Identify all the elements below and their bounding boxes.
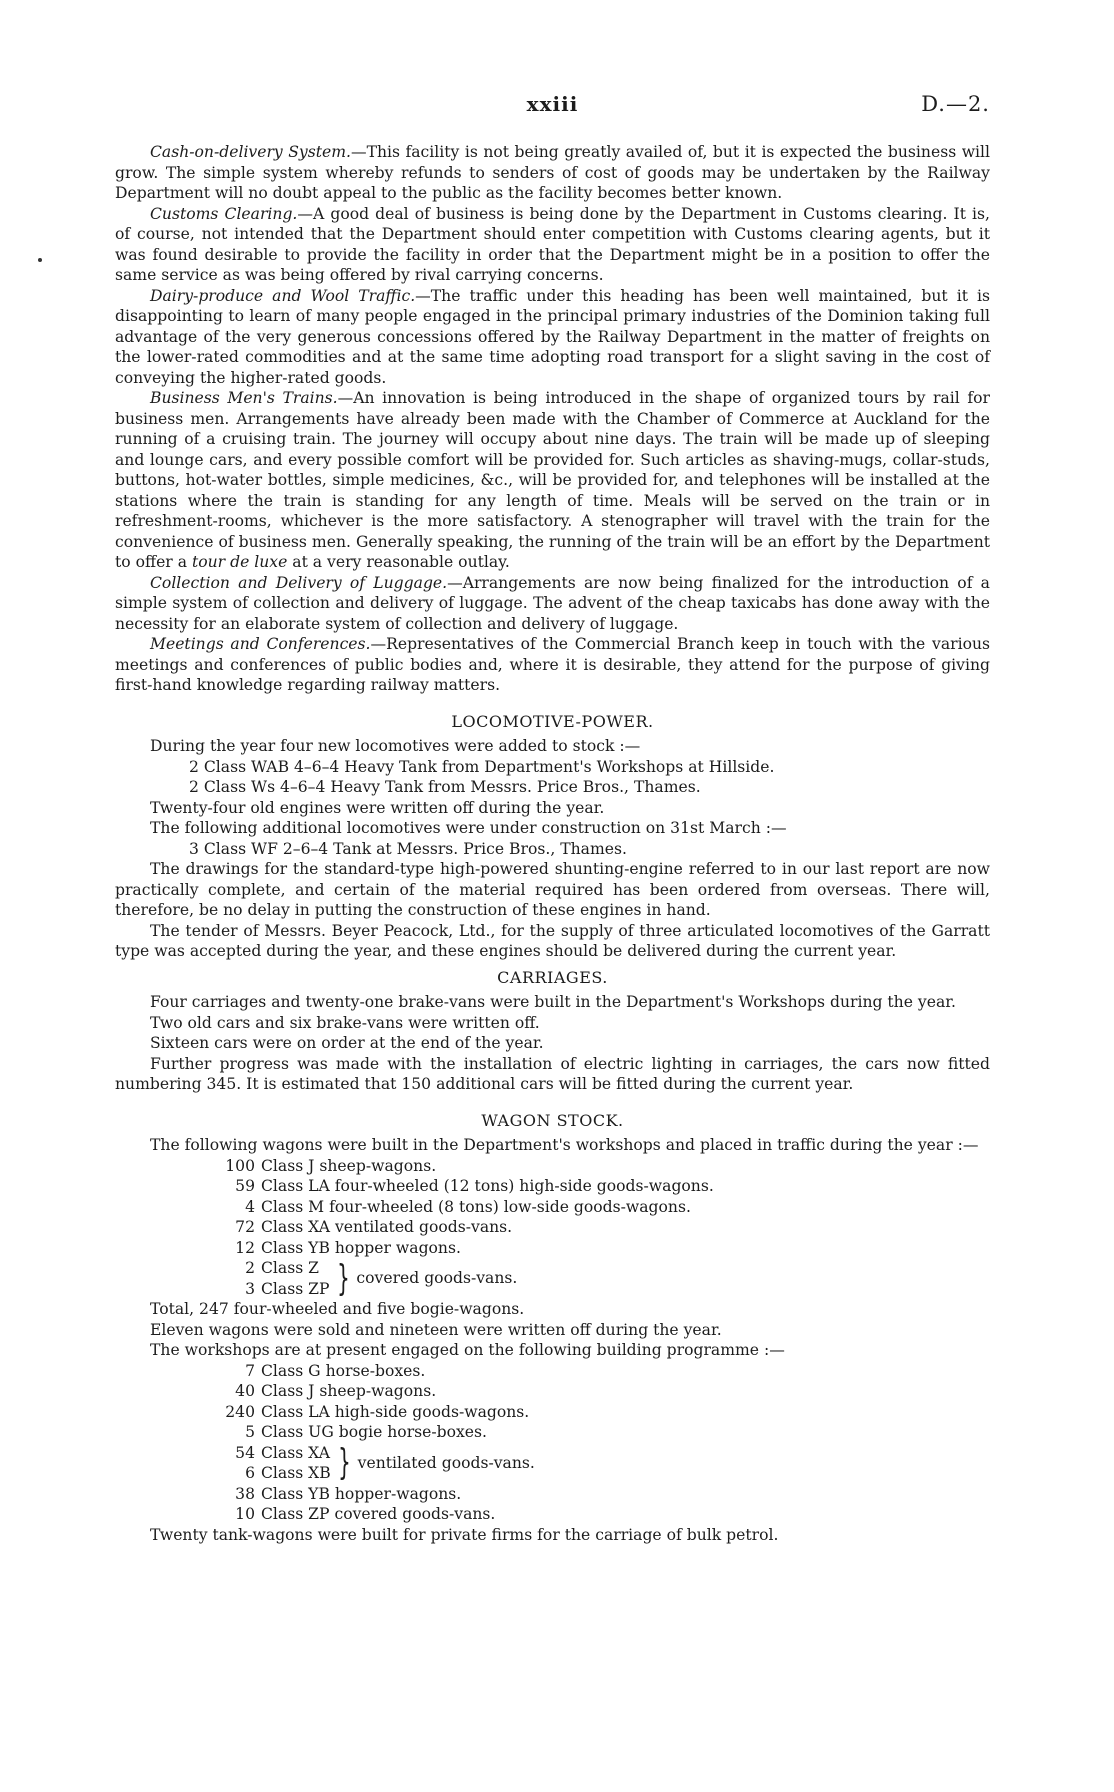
right-brace-icon: }	[336, 1257, 350, 1299]
page-header	[115, 92, 990, 122]
paragraph-title: Cash-on-delivery System.	[150, 143, 351, 161]
locomotive-item: 2 Class WAB 4–6–4 Heavy Tank from Department's Workshops at Hillside.	[189, 757, 775, 776]
list-item: 3 Class ZP	[245, 1279, 330, 1298]
locomotive-intro: During the year four new locomotives were added to stock :—	[150, 737, 641, 755]
paragraph-italic-phrase: tour de luxe	[191, 553, 288, 571]
group-label: covered goods-vans.	[356, 1269, 518, 1288]
paragraph-customs-clearing	[115, 204, 990, 286]
section-heading-carriages: CARRIAGES.	[497, 967, 608, 987]
list-item: 12 Class YB hopper wagons.	[235, 1238, 461, 1257]
locomotive-drawings: The drawings for the standard-type high-powered shunting-engine referred to in our last report are now practically complete, and certain of the material required has been ordered from overseas. There will, therefore, be no delay in putting the construction of these engines in hand.	[115, 860, 990, 919]
wagon-programme-intro: The workshops are at present engaged on the following building programme :—	[150, 1341, 785, 1359]
list-item: 54 Class XA	[235, 1443, 330, 1462]
paragraph-text: —A good deal of business is being done by the Department in Customs clearing. It is, of course, not intended that the Department should enter competition with Customs clearing agents, but it was found desirable to provide the facility in order that the Department might be in a position to offer the same service as was being offered by rival carrying concerns.	[115, 204, 990, 284]
list-item: 10 Class ZP covered goods-vans.	[235, 1505, 496, 1523]
wagon-total: Total, 247 four-wheeled and five bogie-wagons.	[150, 1300, 525, 1318]
locomotive-construction-intro: The following additional locomotives were under construction on 31st March :—	[150, 819, 787, 837]
document-reference: D.—2.	[921, 92, 990, 116]
paragraph-meetings	[115, 634, 990, 696]
paragraph-title: Collection and Delivery of Luggage.	[150, 573, 448, 592]
paragraph-business-trains	[115, 388, 990, 573]
paragraph-text: —An innovation is being introduced in the shape of organized tours by rail for business men. Arrangements have already been made with the Chamber of Commerce at Auckland for the running of a cruising train. The journey will occupy about nine days. The train will be made up of sleeping and lounge cars, and every possible comfort will be provided for. Such articles as shaving-mugs, collar-studs, buttons, hot-water bottles, simple medicines, &c., will be provided for, and telephones will be installed at the stations where the train is standing for any length of time. Meals will be served on the train or in refreshment-rooms, whichever is the more satisfactory. A stenographer will travel with the train for the convenience of business men. Generally speaking, the running of the train will be an effort by the Department to offer a	[115, 389, 990, 571]
list-item: 240 Class LA high-side goods-wagons.	[225, 1402, 530, 1421]
page-body	[115, 142, 990, 1545]
paragraph-text-end: at a very reasonable outlay.	[287, 553, 510, 571]
carriages-built: Four carriages and twenty-one brake-vans were built in the Department's Workshops during the year.	[150, 993, 956, 1011]
list-item: 40 Class J sheep-wagons.	[235, 1382, 437, 1400]
section-heading-wagon: WAGON STOCK.	[481, 1110, 624, 1130]
list-item: 38 Class YB hopper-wagons.	[235, 1484, 462, 1503]
paragraph-text: —Arrangements are now being finalized for the introduction of a simple system of collection and delivery of luggage. The advent of the cheap taxicabs has done away with the necessity for an elaborate system of collection and delivery of luggage.	[115, 573, 990, 633]
list-item: 5 Class UG bogie horse-boxes.	[245, 1423, 487, 1441]
covered-vans-group	[191, 1258, 990, 1299]
wagon-tank: Twenty tank-wagons were built for private firms for the carriage of bulk petrol.	[150, 1525, 779, 1544]
carriages-lighting: Further progress was made with the installation of electric lighting in carriages, the cars now fitted numbering 345. It is estimated that 150 additional cars will be fitted during the current year.	[115, 1054, 990, 1093]
paragraph-cash-on-delivery	[115, 142, 990, 204]
paragraph-dairy-wool	[115, 286, 990, 389]
ventilated-vans-group	[191, 1443, 990, 1484]
paragraph-text: —The traffic under this heading has been well maintained, but it is disappointing to learn of many people engaged in the principal primary industries of the Dominion taking full advantage of the very generous concessions offered by the Railway Department in the matter of freights on the lower-rated commodities and at the same time adopting road transport for a slight saving in the cost of conveying the higher-rated goods.	[115, 286, 990, 387]
list-item: 100 Class J sheep-wagons.	[225, 1156, 437, 1175]
list-item: 7 Class G horse-boxes.	[245, 1361, 426, 1380]
list-item: 4 Class M four-wheeled (8 tons) low-side goods-wagons.	[245, 1197, 691, 1216]
wagon-built-list	[115, 1156, 990, 1300]
paragraph-text: —This facility is not being greatly availed of, but it is expected the business will grow. The simple system whereby refunds to senders of cost of goods may be undertaken by the Railway Department will no doubt appeal to the public as the facility becomes better known.	[115, 143, 991, 202]
list-item: 72 Class XA ventilated goods-vans.	[235, 1218, 513, 1236]
wagon-programme-list	[115, 1361, 990, 1525]
list-item: 59 Class LA four-wheeled (12 tons) high-side goods-wagons.	[235, 1177, 714, 1195]
page-number: xxiii	[526, 92, 579, 116]
locomotive-item: 3 Class WF 2–6–4 Tank at Messrs. Price Bros., Thames.	[189, 839, 627, 858]
wagon-intro: The following wagons were built in the Department's workshops and placed in traffic during the year :—	[150, 1136, 979, 1154]
locomotive-tender: The tender of Messrs. Beyer Peacock, Ltd., for the supply of three articulated locomotives of the Garratt type was accepted during the year, and these engines should be delivered during the current year.	[115, 921, 990, 960]
paragraph-title: Dairy-produce and Wool Traffic.	[150, 286, 416, 305]
wagon-sold: Eleven wagons were sold and nineteen were written off during the year.	[150, 1320, 722, 1339]
right-brace-icon: }	[337, 1442, 351, 1483]
paragraph-title: Business Men's Trains.	[150, 389, 338, 407]
locomotive-written-off: Twenty-four old engines were written off during the year.	[150, 798, 605, 817]
locomotive-item: 2 Class Ws 4–6–4 Heavy Tank from Messrs. Price Bros., Thames.	[189, 778, 701, 796]
list-item: 6 Class XB	[245, 1464, 331, 1482]
carriages-written-off: Two old cars and six brake-vans were written off.	[150, 1013, 540, 1032]
paragraph-text: —Representatives of the Commercial Branch keep in touch with the various meetings and conferences of public bodies and, where it is desirable, they attend for the purpose of giving first-hand knowledge regarding railway matters.	[115, 635, 990, 694]
carriages-on-order: Sixteen cars were on order at the end of the year.	[150, 1034, 544, 1052]
list-item: 2 Class Z	[245, 1259, 320, 1277]
group-label: ventilated goods-vans.	[357, 1453, 535, 1472]
paragraph-title: Customs Clearing.	[150, 204, 298, 223]
margin-mark	[38, 258, 42, 262]
paragraph-title: Meetings and Conferences.	[150, 635, 371, 653]
section-heading-locomotive: LOCOMOTIVE-POWER.	[451, 711, 654, 731]
paragraph-luggage	[115, 573, 990, 635]
